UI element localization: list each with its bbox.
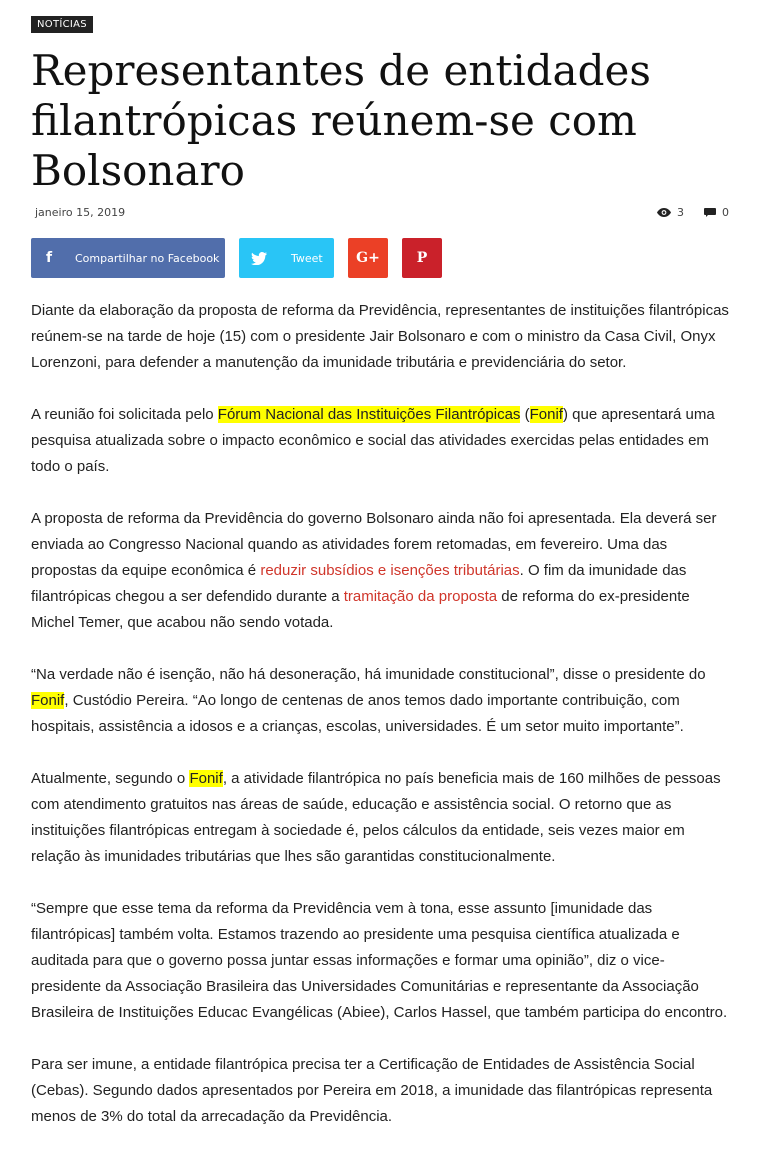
facebook-icon: f xyxy=(45,250,53,266)
post-meta xyxy=(35,206,727,222)
paragraph-6: “Sempre que esse tema da reforma da Previdência vem à tona, esse assunto [imunidade das filantrópicas] também volta. Estamos trazendo ao presidente uma pesquisa científica atualizada e auditada para que o governo possa juntar essas informações e formar uma opinião”, diz o vice-presidente da Associação Brasileira das Universidades Comunitárias e representante da Associação Brasileira de Instituições Educac Evangélicas (Abiee), Carlos Hassel, que também participa do encontro. xyxy=(31,900,728,1021)
paragraph-1: Diante da elaboração da proposta de reforma da Previdência, representantes de instituições filantrópicas reúnem-se na tarde de hoje (15) com o presidente Jair Bolsonaro e com o ministro da Casa Civil, Onyx Lorenzoni, para defender a manutenção da imunidade tributária e previdenciária do setor. xyxy=(31,302,729,371)
share-pinterest-button[interactable] xyxy=(402,238,442,278)
share-twitter-label: Tweet xyxy=(291,251,323,265)
text-run: ( xyxy=(520,406,530,423)
google-plus-icon: G+ xyxy=(356,250,380,266)
text-run: de reforma do ex-presidente Michel Temer, que acabou não sendo votada. xyxy=(31,588,690,631)
highlight-fonif-full: Fórum Nacional das Instituições Filantrópicas xyxy=(217,406,521,423)
paragraph-4 xyxy=(31,662,731,740)
share-facebook-button[interactable] xyxy=(31,238,225,278)
views-count: 3 xyxy=(677,206,684,219)
text-run: A reunião foi solicitada pelo xyxy=(31,406,218,423)
eye-icon xyxy=(657,208,671,217)
views-counter xyxy=(657,206,684,219)
text-run: . O fim da imunidade das filantrópicas chegou a ser defendido durante a xyxy=(31,562,687,605)
paragraph-7: Para ser imune, a entidade filantrópica precisa ter a Certificação de Entidades de Assistência Social (Cebas). Segundo dados apresentados por Pereira em 2018, a imunidade das filantrópicas representa menos de 3% do total da arrecadação da Previdência. xyxy=(31,1056,713,1125)
text-run: ) que apresentará uma pesquisa atualizada sobre o impacto econômico e social das atividades exercidas pelas entidades em todo o país. xyxy=(31,406,715,475)
highlight-fonif: Fonif xyxy=(31,692,65,709)
text-run: , Custódio Pereira. “Ao longo de centenas de anos temos dado importante contribuição, com hospitais, assistência a idosos e a crianças, escolas, universidades. É um setor muito importante”. xyxy=(31,692,684,735)
comment-icon xyxy=(704,208,716,217)
twitter-icon xyxy=(251,252,271,265)
comments-count: 0 xyxy=(722,206,729,219)
page-title: Representantes de entidades filantrópicas reúnem-se com Bolsonaro xyxy=(31,46,651,195)
comments-counter[interactable] xyxy=(704,206,729,219)
text-run: , a atividade filantrópica no país beneficia mais de 160 milhões de pessoas com atendimento gratuitos nas áreas de saúde, educação e assistência social. O retorno que as instituições filantrópicas entregam à sociedade é, pelos cálculos da entidade, seis vezes maior em relação às imunidades tributárias que lhes são garantidas constitucionalmente. xyxy=(31,770,721,865)
paragraph-5 xyxy=(31,766,731,870)
share-twitter-button[interactable] xyxy=(239,238,334,278)
highlight-fonif: Fonif xyxy=(529,406,563,423)
category-badge[interactable]: NOTÍCIAS xyxy=(31,16,93,33)
highlight-fonif: Fonif xyxy=(189,770,223,787)
share-facebook-label: Compartilhar no Facebook xyxy=(75,251,220,265)
paragraph-3 xyxy=(31,506,731,636)
text-run: “Na verdade não é isenção, não há desoneração, há imunidade constitucional”, disse o presidente do xyxy=(31,666,706,683)
link-tramitacao-proposta[interactable]: tramitação da proposta xyxy=(343,588,498,605)
paragraph-2 xyxy=(31,402,731,480)
link-reduzir-subsidios[interactable]: reduzir subsídios e isenções tributárias xyxy=(260,562,520,579)
post-date: janeiro 15, 2019 xyxy=(35,206,126,219)
pinterest-icon: P xyxy=(416,250,428,266)
text-run: Atualmente, segundo o xyxy=(31,770,190,787)
share-googleplus-button[interactable] xyxy=(348,238,388,278)
article-body xyxy=(31,298,731,1156)
text-run: A proposta de reforma da Previdência do governo Bolsonaro ainda não foi apresentada. Ela deverá ser enviada ao Congresso Nacional quando as atividades forem retomadas, em fevereiro. Uma das propostas da equipe econômica é xyxy=(31,510,717,579)
